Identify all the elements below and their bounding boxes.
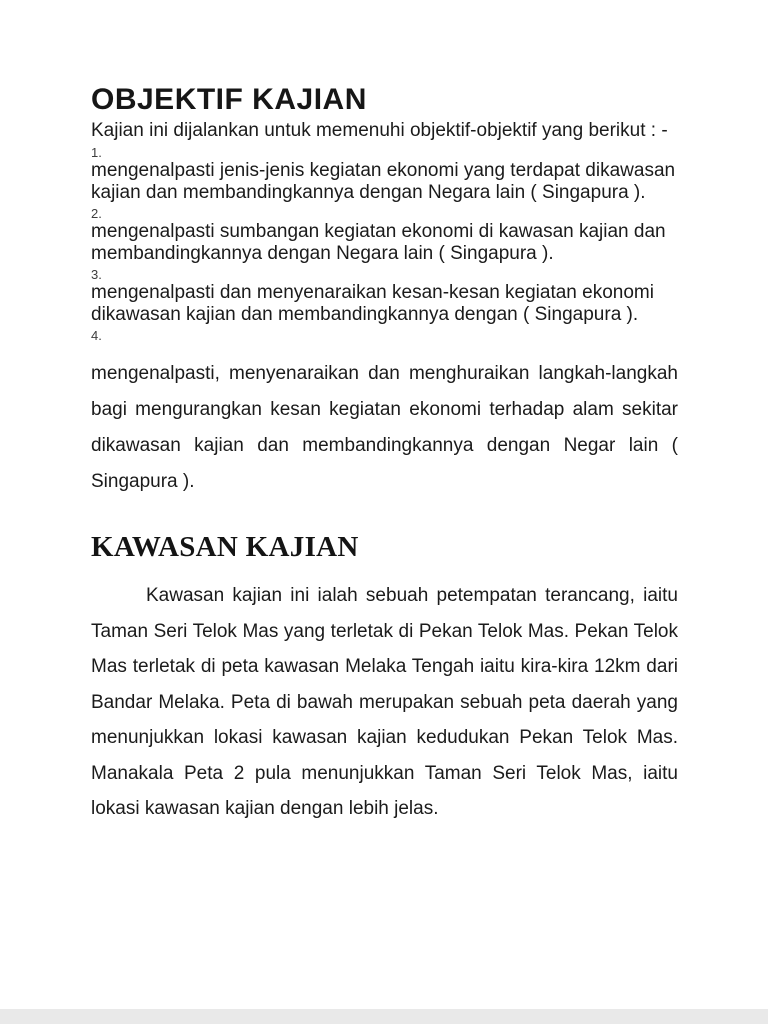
objective-number: 1.	[91, 145, 102, 160]
page-content	[91, 84, 678, 846]
objectives-section-title: OBJEKTIF KAJIAN	[91, 83, 367, 116]
objective-text: mengenalpasti dan menyenaraikan kesan-kesan kegiatan ekonomi dikawasan kajian dan membandingkannya dengan ( Singapura ).	[91, 282, 654, 325]
objective-item	[91, 206, 678, 264]
objective-number: 2.	[91, 206, 102, 221]
kawasan-paragraph: Kawasan kajian ini ialah sebuah petempatan terancang, iaitu Taman Seri Telok Mas yang terletak di Pekan Telok Mas. Pekan Telok Mas terletak di peta kawasan Melaka Tengah iaitu kira-kira 12km dari Bandar Melaka. Peta di bawah merupakan sebuah peta daerah yang menunjukkan lokasi kawasan kajian kedudukan Pekan Telok Mas. Manakala Peta 2 pula menunjukkan Taman Seri Telok Mas, iaitu lokasi kawasan kajian dengan lebih jelas.	[91, 585, 678, 819]
objective-number: 3.	[91, 267, 102, 282]
objectives-intro-text: Kajian ini dijalankan untuk memenuhi objektif-objektif yang berikut : -	[91, 120, 668, 141]
objective-item	[91, 328, 678, 500]
kawasan-section-title: KAWASAN KAJIAN	[91, 531, 359, 563]
objective-item	[91, 145, 678, 203]
objective-text: mengenalpasti jenis-jenis kegiatan ekonomi yang terdapat dikawasan kajian dan membandingkannya dengan Negara lain ( Singapura ).	[91, 160, 676, 203]
objective-text: mengenalpasti, menyenaraikan dan menghuraikan langkah-langkah bagi mengurangkan kesan kegiatan ekonomi terhadap alam sekitar dikawasan kajian dan membandingkannya dengan Negar lain ( Singapura ).	[91, 363, 678, 492]
objective-item	[91, 267, 678, 325]
objective-number: 4.	[91, 328, 102, 343]
page-bottom-strip	[0, 1009, 768, 1024]
objective-text: mengenalpasti sumbangan kegiatan ekonomi di kawasan kajian dan membandingkannya dengan Negara lain ( Singapura ).	[91, 221, 666, 264]
